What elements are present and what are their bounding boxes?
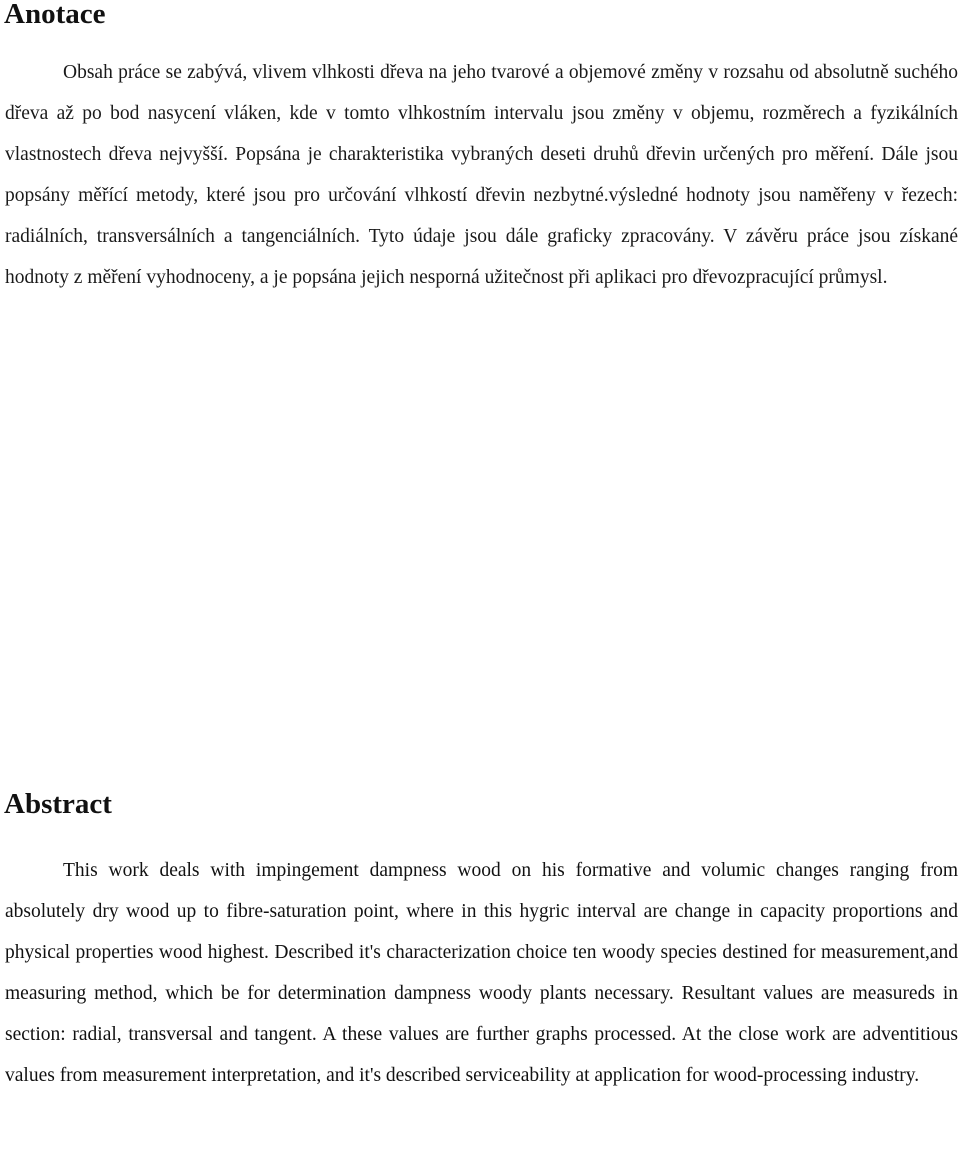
anotace-section: [0, 0, 960, 298]
abstract-heading: Abstract: [4, 788, 112, 820]
anotace-paragraph: Obsah práce se zabývá, vlivem vlhkosti dřeva na jeho tvarové a objemové změny v rozsahu od absolutně suchého dřeva až po bod nasycení vláken, kde v tomto vlhkostním intervalu jsou změny v objemu, rozměrech a fyzikálních vlastnostech dřeva nejvyšší. Popsána je charakteristika vybraných deseti druhů dřevin určených pro měření. Dále jsou popsány měřící metody, které jsou pro určování vlhkostí dřevin nezbytné.výsledné hodnoty jsou naměřeny v řezech: radiálních, transversálních a tangenciálních. Tyto údaje jsou dále graficky zpracovány. V závěru práce jsou získané hodnoty z měření vyhodnoceny, a je popsána jejich nesporná užitečnost při aplikaci pro dřevozpracující průmysl.: [5, 62, 958, 288]
anotace-heading: Anotace: [4, 0, 106, 30]
abstract-section: [0, 786, 960, 1096]
abstract-paragraph: This work deals with impingement dampness wood on his formative and volumic changes ranging from absolutely dry wood up to fibre-saturation point, where in this hygric interval are change in capacity proportions and physical properties wood highest. Described it's characterization choice ten woody species destined for measurement,and measuring method, which be for determination dampness woody plants necessary. Resultant values are measureds in section: radial, transversal and tangent. A these values are further graphs processed. At the close work are adventitious values from measurement interpretation, and it's described serviceability at application for wood-processing industry.: [5, 860, 958, 1086]
